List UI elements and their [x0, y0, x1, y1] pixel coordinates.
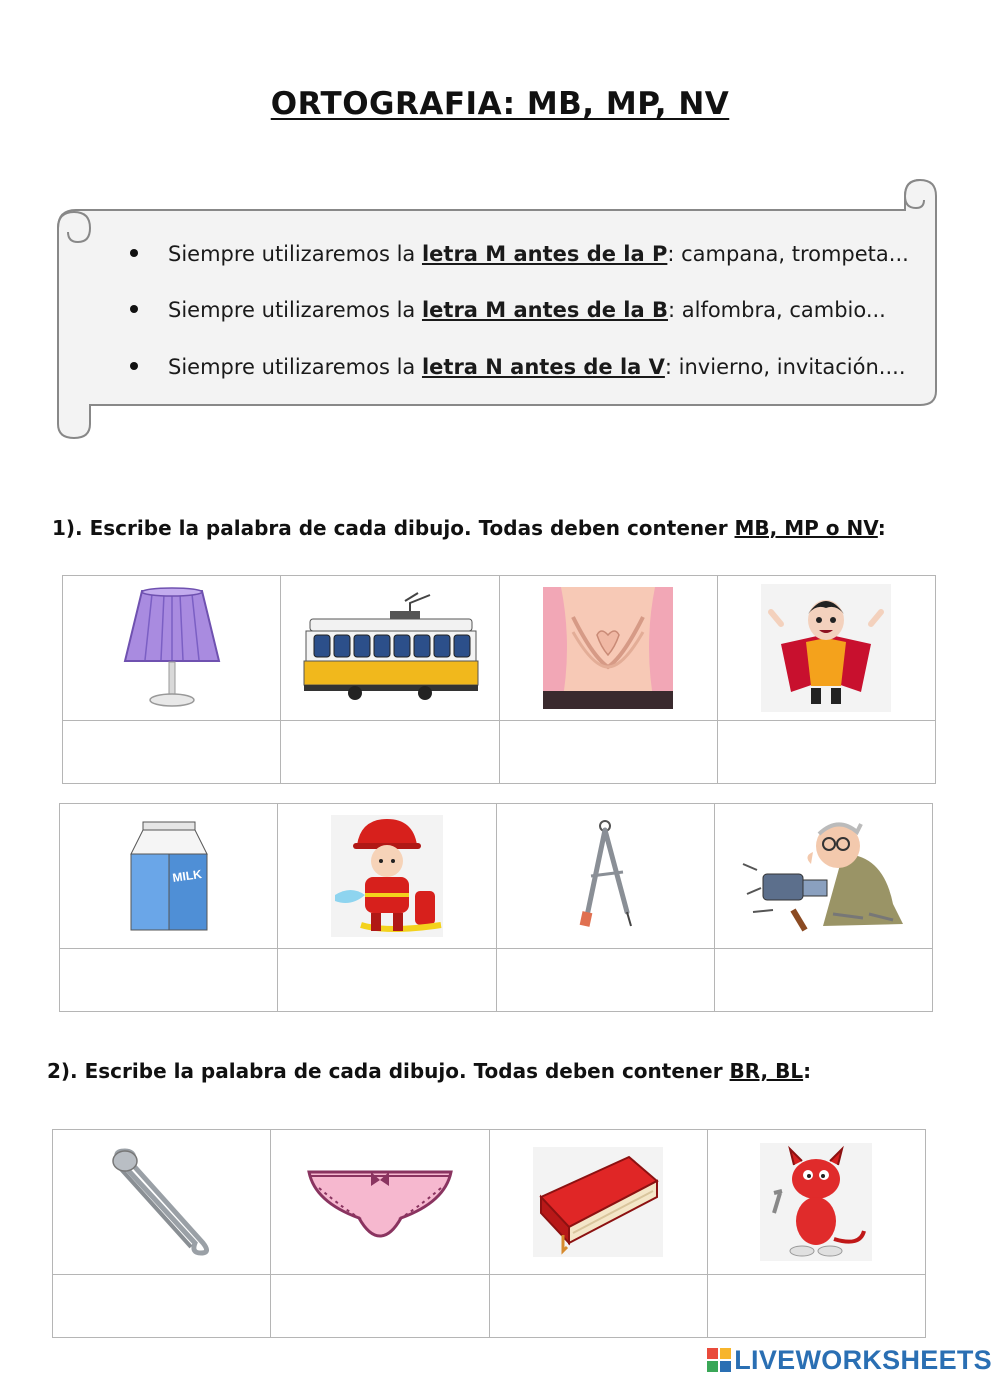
answer-input-tram[interactable]: [281, 721, 498, 783]
rule-examples: : campana, trompeta...: [667, 242, 909, 266]
answer-input-book[interactable]: [490, 1275, 707, 1337]
picture-cell: [63, 576, 281, 721]
exercise-1-instruction: [52, 516, 886, 540]
answer-input-underwear[interactable]: [271, 1275, 488, 1337]
rule-emphasis: letra M antes de la P: [421, 242, 668, 266]
brand-text: LIVEWORKSHEETS: [734, 1344, 992, 1375]
picture-cell: [489, 1130, 707, 1275]
answer-input-milk-carton[interactable]: [60, 949, 277, 1011]
exercise-1-table-b: [59, 803, 933, 1012]
belly-picture: [543, 587, 673, 709]
milk-carton-picture: [129, 820, 209, 932]
answer-cell[interactable]: [717, 721, 935, 784]
picture-cell: [496, 804, 714, 949]
rule-examples: : alfombra, cambio...: [667, 298, 886, 322]
bullet-icon: [130, 305, 138, 313]
answer-cell[interactable]: [63, 721, 281, 784]
answer-cell[interactable]: [60, 949, 278, 1012]
picture-cell: [707, 1130, 925, 1275]
rule-mb: [130, 298, 886, 322]
instruction-emphasis: BR, BL: [729, 1059, 804, 1083]
answer-cell[interactable]: [281, 721, 499, 784]
answer-cell[interactable]: [499, 721, 717, 784]
exercise-1-table-a: [62, 575, 936, 784]
picture-cell: [281, 576, 499, 721]
answer-input-compass[interactable]: [497, 949, 714, 1011]
rule-text: Siempre utilizaremos la: [168, 355, 422, 379]
rule-text: Siempre utilizaremos la: [168, 298, 422, 322]
answer-cell[interactable]: [278, 949, 496, 1012]
answer-input-belly[interactable]: [500, 721, 717, 783]
firefighter-picture: [331, 815, 443, 937]
instruction-colon: :: [803, 1059, 812, 1083]
liveworksheets-logo-icon: [706, 1347, 732, 1373]
page-title: ORTOGRAFIA: MB, MP, NV: [270, 86, 730, 122]
rule-examples: : invierno, invitación....: [664, 355, 906, 379]
picture-cell: [271, 1130, 489, 1275]
book-picture: [533, 1147, 663, 1257]
rule-emphasis: letra N antes de la V: [421, 355, 665, 379]
picture-cell: [714, 804, 932, 949]
lamp-picture: [117, 586, 227, 711]
instruction-emphasis: MB, MP o NV: [734, 516, 878, 540]
instruction-colon: :: [877, 516, 886, 540]
liveworksheets-logo: [706, 1344, 992, 1376]
instruction-text: 2). Escribe la palabra de cada dibujo. Todas deben contener: [47, 1059, 730, 1083]
answer-input-vampire[interactable]: [718, 721, 935, 783]
safety-pin-picture: [107, 1147, 217, 1257]
rule-nv: [130, 355, 906, 379]
answer-cell[interactable]: [496, 949, 714, 1012]
exercise-2-instruction: [47, 1059, 811, 1083]
answer-input-firefighter[interactable]: [278, 949, 495, 1011]
compass-picture: [565, 816, 645, 936]
rule-emphasis: letra M antes de la B: [421, 298, 668, 322]
answer-input-devil[interactable]: [708, 1275, 925, 1337]
answer-cell[interactable]: [707, 1275, 925, 1338]
answer-cell[interactable]: [53, 1275, 271, 1338]
picture-cell: [717, 576, 935, 721]
rule-mp: [130, 242, 909, 266]
answer-input-inventor[interactable]: [715, 949, 932, 1011]
bullet-icon: [130, 362, 138, 370]
rule-text: Siempre utilizaremos la: [168, 242, 422, 266]
answer-input-safety-pin[interactable]: [53, 1275, 270, 1337]
exercise-2-table: [52, 1129, 926, 1338]
bullet-icon: [130, 249, 138, 257]
underwear-picture: [305, 1162, 455, 1242]
picture-cell: [60, 804, 278, 949]
svg-text:MILK: MILK: [171, 866, 203, 885]
answer-cell[interactable]: [271, 1275, 489, 1338]
devil-picture: [760, 1143, 872, 1261]
inventor-picture: [733, 814, 913, 939]
instruction-text: 1). Escribe la palabra de cada dibujo. Todas deben contener: [52, 516, 735, 540]
tram-picture: [300, 591, 480, 706]
picture-cell: [278, 804, 496, 949]
answer-input-lamp[interactable]: [63, 721, 280, 783]
answer-cell[interactable]: [714, 949, 932, 1012]
vampire-picture: [761, 584, 891, 712]
answer-cell[interactable]: [489, 1275, 707, 1338]
picture-cell: [53, 1130, 271, 1275]
picture-cell: [499, 576, 717, 721]
